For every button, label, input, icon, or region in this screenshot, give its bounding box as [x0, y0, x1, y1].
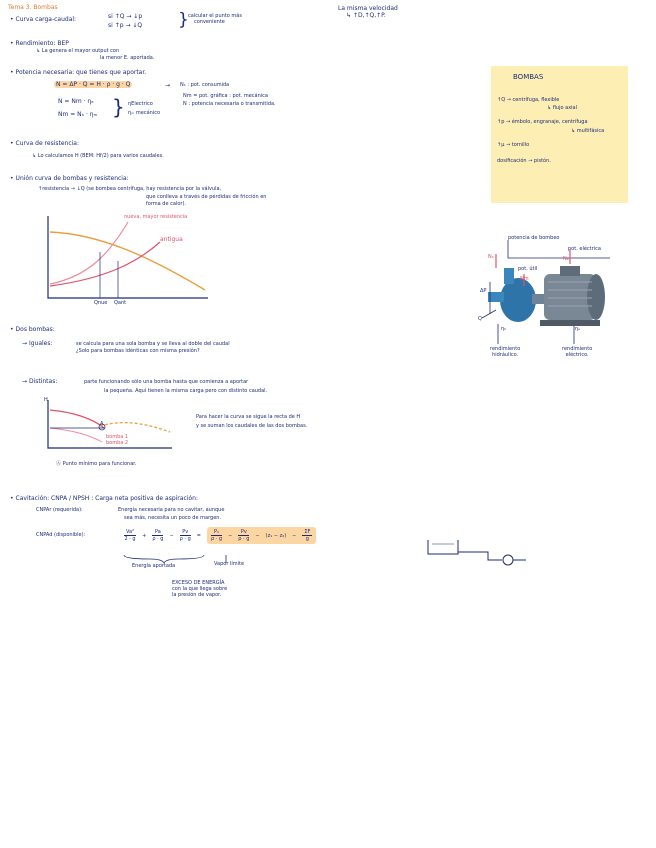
pump-rend-e-1: rendimiento: [562, 346, 593, 352]
iguales-label-text: Iguales:: [28, 340, 53, 347]
chart2-b2: bomba 2: [106, 440, 129, 446]
minus-sign-2: −: [228, 532, 233, 539]
pump-ne: Nₑ: [563, 256, 569, 262]
cavitacion-exceso-1: EXCESO DE ENERGÍA: [172, 580, 225, 586]
chart1-axes: [48, 216, 208, 298]
pump-bracket: [508, 240, 610, 258]
curva-carga-si1: si ↑Q → ↓p: [108, 13, 143, 20]
cavitacion-req-1: Energía necesaria para no cavitar, aunque: [118, 507, 225, 513]
pump2-curve: [50, 428, 102, 442]
frac-p1: [211, 529, 222, 542]
pump-nh: Nₕ: [488, 254, 494, 260]
rendimiento-label: • Rendimiento: BEP: [10, 40, 69, 47]
resistance-chart: [40, 212, 230, 304]
union-line2: que conlleva a través de pérdidas de fricción en: [146, 194, 267, 200]
pump-outlet: [504, 268, 514, 284]
pump-rend-e-2: eléctrico.: [565, 352, 589, 358]
cavitacion-vapor: Vapor límite: [214, 561, 245, 567]
frac-pa: [152, 529, 163, 542]
tank-pump-sketch: [422, 534, 532, 568]
arrow-icon: →: [165, 82, 171, 89]
pipe: [458, 552, 502, 560]
curva-resistencia-line2: ↳ Lo calculamos H (BEM: Hf/2) para varios caudales.: [32, 153, 164, 159]
curva-resistencia-label: • Curva de resistencia:: [10, 140, 79, 147]
distintas-line1: parte funcionando sólo una bomba hasta que comienza a aportar: [84, 379, 249, 385]
pump-dp: ΔP: [480, 288, 487, 294]
frac-pv2: [238, 529, 249, 542]
minus-sign-4: −: [292, 532, 297, 539]
motor-terminal-box: [560, 266, 580, 276]
iguales-label: → Iguales:: [22, 340, 53, 347]
bombas-note: [491, 66, 628, 203]
cavitacion-exceso-2: con la que llega sobre: [172, 586, 228, 592]
top-right-line2-text: ↑D,↑Q,↑P.: [352, 12, 386, 19]
chart1-q-old: Qant: [114, 300, 127, 306]
curva-carga-note: [188, 13, 242, 25]
pump-rend-h: [490, 346, 520, 358]
underbrace-energia: [124, 555, 204, 563]
combined-curve: [100, 423, 170, 432]
distintas-label: → Distintas:: [22, 378, 58, 385]
frac-sf-top: ΣF: [304, 529, 311, 535]
note-l6: dosificación → pistón.: [497, 158, 551, 164]
chart2-punto-a-text: Punto mínimo para funcionar.: [62, 461, 137, 467]
cavitacion-req-label: CNPAr (requerida):: [36, 507, 83, 513]
note-l1: ↑Q → centrífuga, flexible: [497, 97, 560, 103]
minus-sign-3: −: [255, 532, 260, 539]
chart1-q-new: Qnue: [94, 300, 108, 306]
rendimiento-line3: la menor E. aportada.: [100, 55, 155, 61]
pump-illustration: [474, 238, 614, 358]
frac-va: [124, 529, 136, 542]
note-l5: ↑μ → tornillo: [497, 142, 530, 148]
two-pumps-chart: [42, 398, 192, 456]
note-l2: ↳ flujo axial: [547, 105, 577, 111]
brace-icon-2: }: [112, 95, 125, 119]
cavitacion-label: • Cavitación: CNPA / NPSH : Carga neta positiva de aspiración:: [10, 495, 198, 502]
rendimiento-line2-text: La genera el mayor output con: [41, 48, 120, 54]
chart1-old-label: antigua: [160, 236, 183, 243]
chart2-right2: y se suman los caudales de las dos bombas.: [196, 423, 308, 429]
frac-pv: [180, 529, 191, 542]
curva-carga-note2: conveniente: [194, 19, 225, 25]
potencia-eta-m: ηₘ mecánico: [128, 110, 160, 116]
pump-rend-h-1: rendimiento: [490, 346, 521, 352]
distintas-line2: la pequeña. Aquí tienen la misma carga pero con distinto caudal.: [104, 388, 268, 394]
top-right-note: [338, 5, 398, 19]
frac-p1-bot: ρ · g: [210, 536, 223, 542]
z-diff: (z₁ − z₂): [265, 532, 287, 539]
note-title: BOMBAS: [513, 73, 544, 81]
pump-shaft: [532, 294, 546, 304]
potencia-eta-e: ηElectrico: [128, 101, 153, 107]
note-l3: ↑p → émbolo, engranaje, centrífuga: [497, 119, 588, 125]
curva-carga-label: • Curva carga-caudal:: [10, 16, 76, 23]
highlighted-formula: [207, 527, 316, 544]
brace-icon: }: [178, 10, 189, 30]
top-right-line1: La misma velocidad: [338, 5, 398, 12]
chart1-new-label: nueva, mayor resistencia: [124, 214, 188, 220]
frac-pv2-bot: ρ · g: [238, 536, 250, 542]
chart2-b1: bomba 1: [106, 434, 129, 440]
chart2-right1: Para hacer la curva se sigue la recta de H: [196, 414, 301, 420]
top-right-line2: ↳ ↑D,↑Q,↑P.: [346, 12, 386, 19]
frac-pv-top: Pv: [180, 529, 191, 536]
frac-va-bot: 2 · g: [124, 536, 136, 542]
page-title: Tema 3. Bombas: [8, 4, 58, 11]
note-l4: ↳ multifásica: [571, 128, 605, 134]
equals-sign: =: [196, 532, 201, 539]
union-line3: forma de calor).: [146, 201, 187, 207]
tank-icon: [428, 540, 458, 554]
union-label: • Unión curva de bombas y resistencia:: [10, 175, 129, 182]
iguales-line1: se calcula para una sola bomba y se lleva al doble del caudal: [76, 341, 230, 347]
frac-sf: [302, 529, 312, 542]
iguales-line2: ¿Solo para bombas idénticas con misma presión?: [76, 348, 200, 354]
frac-pv-bot: ρ · g: [179, 536, 191, 542]
pump-pot-bombeo: potencia de bombeo: [508, 235, 560, 241]
chart2-h: H: [44, 397, 48, 403]
pump-symbol-icon: [503, 555, 513, 565]
cavitacion-energia: Energía aportada: [132, 563, 176, 569]
potencia-nh: Nₕ : pot. consumida: [180, 82, 230, 88]
cavitacion-req-2: sea más, necesita un poco de margen.: [124, 515, 222, 521]
potencia-formula: N = ΔP · Q = H · ρ · g · Q: [56, 81, 131, 88]
potencia-eq2: Nm = Nₕ · ηₘ: [58, 111, 98, 118]
frac-pa-top: Pa: [152, 529, 163, 536]
pump-housing: [500, 278, 536, 322]
new-resistance-curve: [50, 222, 128, 284]
pump-rend-h-2: hidráulico.: [492, 352, 519, 358]
cavitacion-disp-label: CNPAd (disponible):: [36, 532, 86, 538]
frac-sf-bot: g: [305, 536, 309, 542]
pump-eta-h: ηₕ: [501, 326, 507, 332]
cnpa-formula: [124, 527, 316, 544]
cavitacion-exceso: [172, 580, 227, 598]
frac-pv2-top: Pv: [238, 529, 249, 536]
minus-sign: −: [169, 532, 174, 539]
rendimiento-line2: ↳ La genera el mayor output con: [36, 48, 120, 54]
chart2-a: A: [100, 421, 104, 427]
curva-resistencia-line2-text: Lo calculamos H (BEM: Hf/2) para varios caudales.: [37, 153, 164, 159]
union-line1: ↑resistencia → ↓Q (se bombea centrífuga, hay resistencia por la válvula,: [38, 186, 222, 192]
frac-va-top: Va²: [126, 529, 135, 535]
pump-eta-e: ηₑ: [575, 326, 581, 332]
pump-rend-e: [562, 346, 592, 358]
pump-pot-electrica: pot. eléctrica: [568, 246, 601, 252]
pump-pot-util: pot. útil: [518, 266, 538, 272]
q-line: [482, 310, 496, 318]
cavitacion-exceso-3: la presión de vapor.: [172, 592, 222, 598]
curva-carga-si2: si ↑p → ↓Q: [108, 22, 143, 29]
dos-bombas-label: • Dos bombas:: [10, 326, 55, 333]
pump-nm: Nm: [520, 276, 529, 282]
potencia-eq1: N = Nm · ηₑ: [58, 98, 94, 105]
frac-pa-bot: ρ · g: [152, 536, 164, 542]
motor-end: [587, 274, 605, 320]
distintas-label-text: Distintas:: [28, 378, 58, 385]
potencia-nm-def: Nm = pot. gráfica : pot. mecánica: [183, 93, 268, 99]
plus-sign: +: [142, 532, 147, 539]
motor-base: [540, 320, 600, 326]
potencia-n-def: N : potencia necesaria o transmitida.: [183, 101, 276, 107]
pump1-curve: [50, 410, 104, 428]
curva-carga-note1: calcular el punto más: [188, 13, 242, 19]
chart2-punto-a: Ⓐ Punto mínimo para funcionar.: [56, 461, 137, 467]
pump-q: Q: [478, 316, 482, 322]
frac-p1-top: P₁: [211, 529, 222, 536]
potencia-label: • Potencia necesaria: que tienes que aportar.: [10, 69, 146, 76]
